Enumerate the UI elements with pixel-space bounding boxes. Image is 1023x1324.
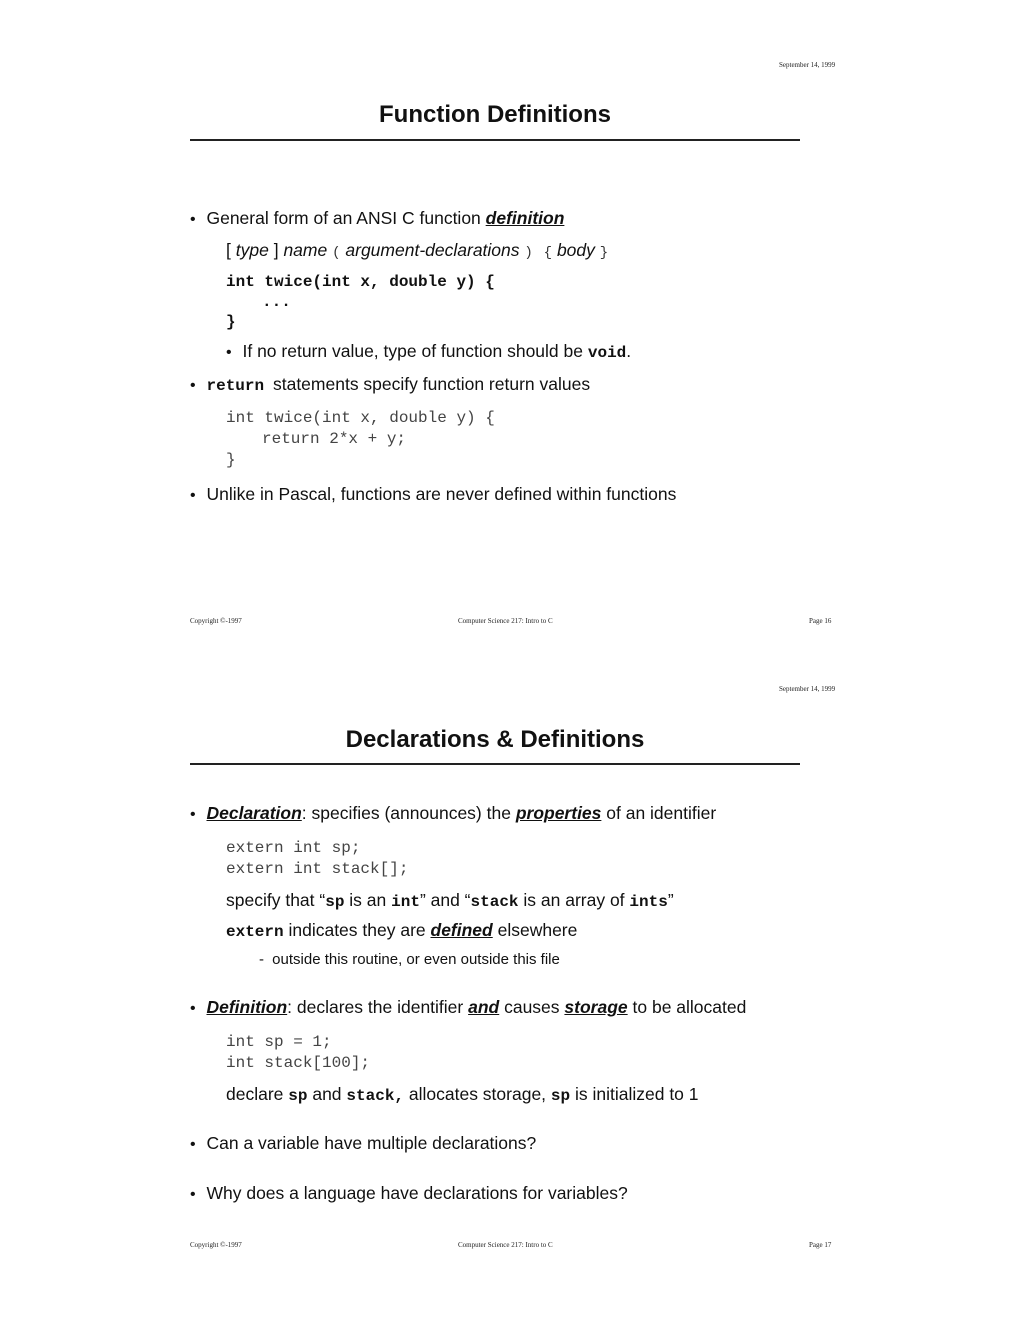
bullet-marker: • xyxy=(190,1000,196,1017)
bullet-text: General form of an ANSI C function xyxy=(206,208,486,228)
bullet-text: Why does a language have declarations for variables? xyxy=(206,1183,628,1203)
inline-code: stack, xyxy=(346,1087,405,1105)
text: and xyxy=(307,1084,347,1104)
code-line: } xyxy=(226,313,236,331)
bullet-item xyxy=(190,997,746,1018)
form-body: body xyxy=(556,240,595,260)
dash-text: outside this routine, or even outside this file xyxy=(272,951,560,968)
inline-code: sp xyxy=(288,1087,308,1105)
paren: ( xyxy=(332,245,341,261)
bullet-marker: • xyxy=(190,1136,196,1153)
general-form-line xyxy=(226,240,608,261)
inline-code: sp xyxy=(325,893,345,911)
footer-copyright: Copyright ©-1997 xyxy=(190,617,242,625)
bullet-item xyxy=(190,208,564,229)
bullet-marker: • xyxy=(226,344,232,361)
bracket: [ xyxy=(226,240,231,260)
bullet-item xyxy=(190,1183,628,1204)
text: declare xyxy=(226,1084,289,1104)
text: ” xyxy=(667,890,674,910)
footer-course: Computer Science 217: Intro to C xyxy=(458,617,553,625)
slide-date: September 14, 1999 xyxy=(779,61,836,69)
bullet-marker: • xyxy=(190,487,196,504)
emphasis-term: and xyxy=(468,997,500,1017)
extern-line xyxy=(226,920,577,941)
bullet-item xyxy=(190,803,716,824)
title-rule xyxy=(190,139,800,141)
emphasis-term: Declaration xyxy=(206,803,302,823)
text: is an array of xyxy=(518,890,630,910)
bullet-item xyxy=(190,484,676,505)
emphasis-term: definition xyxy=(485,208,565,228)
emphasis-term: defined xyxy=(430,920,493,940)
inline-code: void xyxy=(587,344,627,362)
inline-code: sp xyxy=(550,1087,571,1105)
bullet-marker: • xyxy=(190,211,196,228)
slide-title: Declarations & Definitions xyxy=(345,726,645,753)
bullet-text: : declares the identifier xyxy=(287,997,469,1017)
code-line: } xyxy=(226,451,236,469)
specify-line xyxy=(226,890,674,911)
text: indicates they are xyxy=(283,920,431,940)
bullet-item xyxy=(190,374,590,395)
emphasis-term: Definition xyxy=(206,997,288,1017)
code-line: extern int stack[]; xyxy=(226,860,409,878)
bullet-text: : specifies (announces) the xyxy=(301,803,516,823)
bullet-marker: • xyxy=(190,377,196,394)
inline-code: int xyxy=(391,893,420,911)
paren: ) xyxy=(524,245,533,261)
emphasis-term: properties xyxy=(515,803,602,823)
footer-page: Page 17 xyxy=(809,1241,832,1249)
text: allocates storage, xyxy=(404,1084,551,1104)
dash-item xyxy=(259,951,560,968)
bullet-marker: • xyxy=(190,1186,196,1203)
bullet-text: causes xyxy=(499,997,565,1017)
code-line: extern int sp; xyxy=(226,839,361,857)
dash-marker: - xyxy=(259,951,264,968)
form-type: type xyxy=(235,240,269,260)
footer-copyright: Copyright ©-1997 xyxy=(190,1241,242,1249)
form-args: argument-declarations xyxy=(345,240,520,260)
bullet-text: statements specify function return values xyxy=(272,374,591,394)
code-line: int stack[100]; xyxy=(226,1054,371,1072)
inline-code: stack xyxy=(470,893,519,911)
declare-line xyxy=(226,1084,699,1105)
footer-course: Computer Science 217: Intro to C xyxy=(458,1241,553,1249)
form-name: name xyxy=(283,240,328,260)
bullet-text: Can a variable have multiple declarations? xyxy=(206,1133,537,1153)
brace: } xyxy=(599,245,609,261)
slide-date: September 14, 1999 xyxy=(779,685,836,693)
code-line: int sp = 1; xyxy=(226,1033,332,1051)
code-line: return 2*x + y; xyxy=(262,430,407,448)
text: specify that “ xyxy=(226,890,326,910)
text: is initialized to 1 xyxy=(570,1084,699,1104)
slide-title: Function Definitions xyxy=(379,101,611,128)
brace: { xyxy=(543,245,553,261)
emphasis-term: storage xyxy=(564,997,628,1017)
sub-bullet-text: If no return value, type of function should be xyxy=(242,341,588,361)
code-line: int twice(int x, double y) { xyxy=(226,273,495,291)
inline-code: return xyxy=(206,377,265,395)
text: is an xyxy=(344,890,392,910)
bullet-item xyxy=(190,1133,536,1154)
bullet-text: Unlike in Pascal, functions are never defined within functions xyxy=(206,484,677,504)
inline-code: ints xyxy=(629,893,668,911)
bracket: ] xyxy=(273,240,279,260)
bullet-text: of an identifier xyxy=(601,803,717,823)
code-line: int twice(int x, double y) { xyxy=(226,409,495,427)
sub-bullet-suffix: . xyxy=(626,341,632,361)
bullet-text: to be allocated xyxy=(627,997,747,1017)
title-rule xyxy=(190,763,800,765)
inline-code: extern xyxy=(226,923,284,941)
sub-bullet-item xyxy=(226,341,631,362)
footer-page: Page 16 xyxy=(809,617,832,625)
code-line: ... xyxy=(262,293,291,311)
bullet-marker: • xyxy=(190,806,196,823)
text: elsewhere xyxy=(492,920,578,940)
text: ” and “ xyxy=(419,890,471,910)
